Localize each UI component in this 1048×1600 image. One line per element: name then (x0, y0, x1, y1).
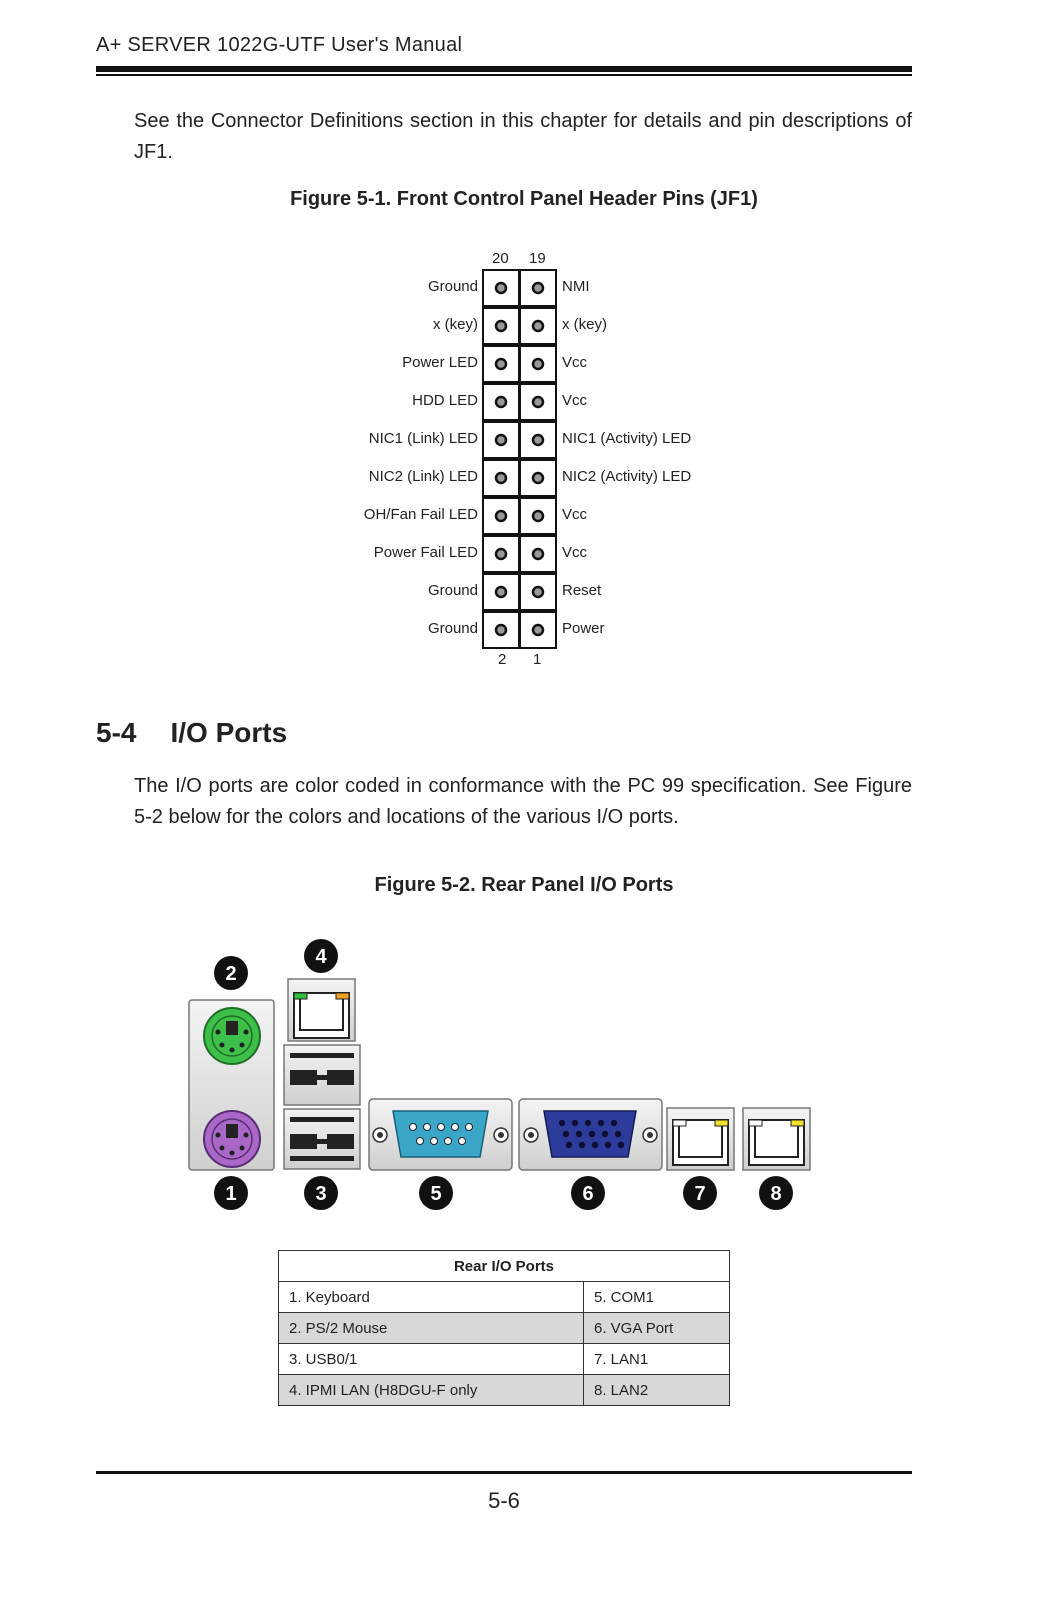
pin-dot (496, 587, 506, 597)
callout-4 (304, 939, 338, 973)
pin-label-right: Vcc (562, 392, 588, 409)
figure2-title: Figure 5-2. Rear Panel I/O Ports (374, 874, 674, 896)
rear-io-table (278, 1250, 730, 1406)
pin-label-right: NMI (562, 278, 590, 295)
table-row (279, 1313, 730, 1344)
table-cell: 2. PS/2 Mouse (279, 1313, 584, 1344)
svg-text:7: 7 (694, 1183, 706, 1205)
lan2-port (743, 1108, 810, 1170)
pin-dot (533, 283, 543, 293)
pin-dot (533, 359, 543, 369)
header-rule-thin (96, 74, 912, 76)
svg-text:6: 6 (582, 1183, 594, 1205)
rear-panel-io-diagram (180, 935, 830, 1225)
callout-7 (683, 1176, 717, 1210)
table-row (279, 1375, 730, 1406)
pin-number-2: 2 (498, 651, 507, 668)
page-number: 5-6 (488, 1488, 520, 1513)
jf1-pin-header-diagram (482, 269, 558, 649)
pin-number-19: 19 (529, 250, 546, 267)
figure1-title: Figure 5-1. Front Control Panel Header Pins (JF1) (290, 188, 758, 210)
svg-text:4: 4 (315, 946, 327, 968)
table-cell: 7. LAN1 (584, 1344, 730, 1375)
ps2-keyboard-port (204, 1111, 260, 1167)
callout-1 (214, 1176, 248, 1210)
callout-6 (571, 1176, 605, 1210)
pin-number-1: 1 (533, 651, 542, 668)
ps2-mouse-port (204, 1008, 260, 1064)
pin-label-right: NIC1 (Activity) LED (562, 430, 692, 447)
pin-label-left: Power LED (402, 354, 478, 371)
pin-label-right: x (key) (562, 316, 607, 333)
pin-dot (496, 359, 506, 369)
pin-dot (496, 549, 506, 559)
table-header: Rear I/O Ports (279, 1251, 730, 1282)
pin-label-left: Ground (427, 620, 478, 637)
callout-3 (304, 1176, 338, 1210)
table-row (279, 1282, 730, 1313)
svg-text:3: 3 (315, 1183, 327, 1205)
pin-label-left: NIC1 (Link) LED (368, 430, 478, 447)
header-rule (96, 66, 912, 72)
table-cell: 1. Keyboard (279, 1282, 584, 1313)
pin-label-left: Ground (427, 582, 478, 599)
manual-title: A+ SERVER 1022G-UTF User's Manual (96, 34, 463, 56)
table-cell: 6. VGA Port (584, 1313, 730, 1344)
ipmi-lan-port (288, 979, 355, 1041)
lan1-port (667, 1108, 734, 1170)
pin-dot (496, 511, 506, 521)
svg-text:2: 2 (225, 963, 237, 985)
pin-label-right: Vcc (562, 506, 588, 523)
pin-dot (496, 397, 506, 407)
table-row (279, 1344, 730, 1375)
com1-port (369, 1099, 512, 1170)
pin-dot (533, 587, 543, 597)
pin-label-left: Power Fail LED (373, 544, 478, 561)
pin-label-left: OH/Fan Fail LED (363, 506, 478, 523)
table-cell: 4. IPMI LAN (H8DGU-F only (279, 1375, 584, 1406)
section-title: I/O Ports (170, 717, 288, 748)
pin-dot (533, 549, 543, 559)
usb-ports (284, 1045, 360, 1169)
pin-label-right: Reset (562, 582, 602, 599)
pin-dot (533, 435, 543, 445)
pin-label-right: Vcc (562, 354, 588, 371)
pin-dot (533, 473, 543, 483)
pin-label-right: NIC2 (Activity) LED (562, 468, 692, 485)
pin-dot (533, 321, 543, 331)
pin-label-left: x (key) (433, 316, 478, 333)
pin-label-right: Power (562, 620, 605, 637)
pin-dot (496, 625, 506, 635)
svg-text:8: 8 (770, 1183, 782, 1205)
pin-label-left: HDD LED (412, 392, 478, 409)
svg-text:5: 5 (430, 1183, 442, 1205)
pin-label-left: Ground (427, 278, 478, 295)
pin-dot (533, 625, 543, 635)
pin-number-20: 20 (492, 250, 509, 267)
pin-dot (496, 321, 506, 331)
table-cell: 3. USB0/1 (279, 1344, 584, 1375)
table-header-row (279, 1251, 730, 1282)
section-heading (96, 717, 287, 749)
pin-dot (533, 511, 543, 521)
callout-8 (759, 1176, 793, 1210)
svg-text:1: 1 (225, 1183, 237, 1205)
section-paragraph: The I/O ports are color coded in conformance with the PC 99 specification. See Figure 5-2 below for the colors and locations of the various I/O ports. (134, 775, 912, 828)
section-number: 5-4 (96, 717, 137, 748)
callout-2 (214, 956, 248, 990)
pin-dot (496, 473, 506, 483)
footer-rule (96, 1471, 912, 1474)
table-cell: 8. LAN2 (584, 1375, 730, 1406)
ps2-port-block (189, 1000, 274, 1170)
intro-paragraph: See the Connector Definitions section in this chapter for details and pin descriptions of JF1. (134, 110, 912, 163)
pin-dot (533, 397, 543, 407)
table-cell: 5. COM1 (584, 1282, 730, 1313)
pin-dot (496, 283, 506, 293)
pin-dot (496, 435, 506, 445)
vga-port (519, 1099, 662, 1170)
pin-label-right: Vcc (562, 544, 588, 561)
callout-5 (419, 1176, 453, 1210)
pin-label-left: NIC2 (Link) LED (368, 468, 478, 485)
